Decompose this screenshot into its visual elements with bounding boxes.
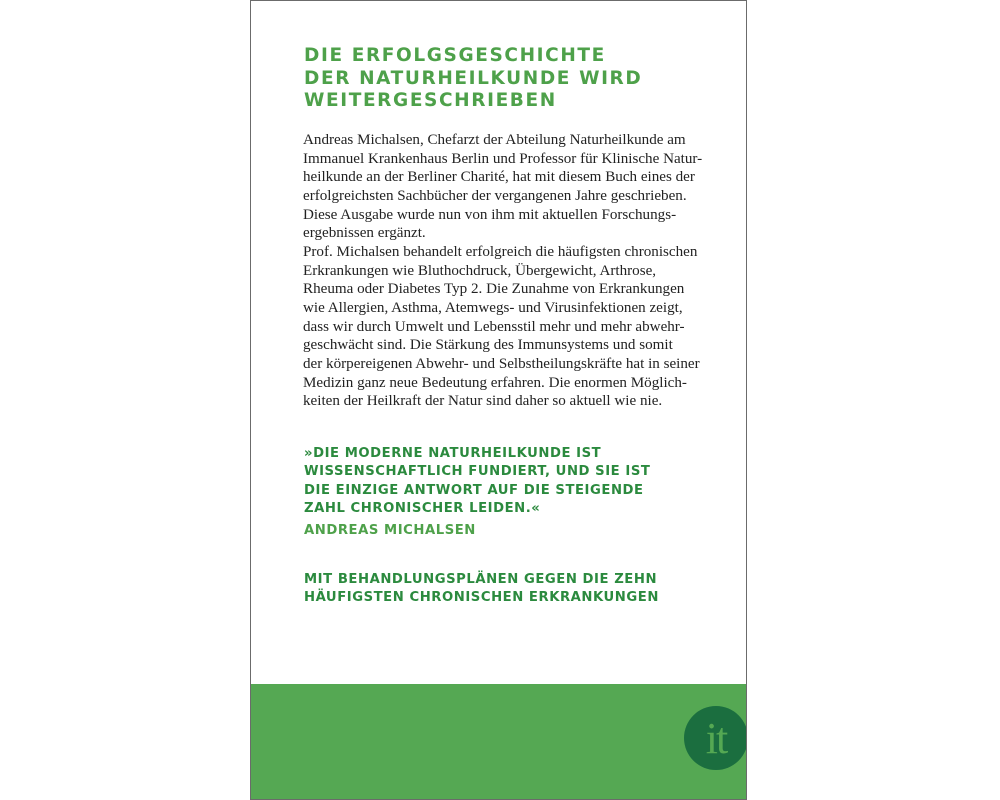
headline-line: DIE ERFOLGSGESCHICHTE (304, 45, 606, 66)
headline-line: WEITERGESCHRIEBEN (304, 90, 557, 111)
feature-line: HÄUFIGSTEN CHRONISCHEN ERKRANKUNGEN (304, 590, 659, 606)
blurb-text (303, 131, 723, 411)
pull-quote (304, 445, 724, 518)
blurb-line: Erkrankungen wie Bluthochdruck, Übergewicht, Arthrose, (303, 262, 657, 279)
feature-tagline (304, 571, 724, 608)
headline-line: DER NATURHEILKUNDE WIRD (304, 67, 643, 89)
publisher-logo-text: it (705, 713, 727, 763)
book-back-cover (250, 0, 747, 800)
blurb-line: Prof. Michalsen behandelt erfolgreich die häufigsten chronischen (303, 243, 698, 260)
blurb-line: Medizin ganz neue Bedeutung erfahren. Die enormen Möglich- (303, 374, 687, 391)
blurb-line: der körpereigenen Abwehr- und Selbstheilungskräfte hat in seiner (303, 355, 700, 372)
feature-line: MIT BEHANDLUNGSPLÄNEN GEGEN DIE ZEHN (304, 572, 658, 587)
blurb-line: dass wir durch Umwelt und Lebensstil mehr und mehr abwehr- (303, 318, 685, 335)
quote-line: DIE EINZIGE ANTWORT AUF DIE STEIGENDE (304, 482, 644, 498)
blurb-line: Diese Ausgabe wurde nun von ihm mit aktuellen Forschungs- (303, 206, 677, 223)
bottom-green-band (251, 684, 746, 799)
blurb-line: heilkunde an der Berliner Charité, hat mit diesem Buch eines der (303, 169, 695, 186)
quote-line: »DIE MODERNE NATURHEILKUNDE IST (304, 446, 602, 461)
blurb-line: Andreas Michalsen, Chefarzt der Abteilung Naturheilkunde am (303, 132, 686, 148)
publisher-logo (684, 706, 747, 770)
blurb-line: erfolgreichsten Sachbücher der vergangenen Jahre geschrieben. (303, 187, 687, 204)
quote-line: WISSENSCHAFTLICH FUNDIERT, UND SIE IST (304, 464, 651, 480)
blurb-line: geschwächt sind. Die Stärkung des Immunsystems und somit (303, 337, 673, 354)
quote-author: ANDREAS MICHALSEN (304, 523, 476, 538)
blurb-line: wie Allergien, Asthma, Atemwegs- und Virusinfektionen zeigt, (303, 299, 683, 316)
blurb-line: keiten der Heilkraft der Natur sind daher so aktuell wie nie. (303, 393, 663, 410)
blurb-line: ergebnissen ergänzt. (303, 225, 426, 242)
blurb-line: Rheuma oder Diabetes Typ 2. Die Zunahme von Erkrankungen (303, 281, 685, 298)
blurb-line: Immanuel Krankenhaus Berlin und Professor für Klinische Natur- (303, 150, 703, 167)
quote-line: ZAHL CHRONISCHER LEIDEN.« (304, 500, 541, 516)
headline (304, 45, 724, 113)
